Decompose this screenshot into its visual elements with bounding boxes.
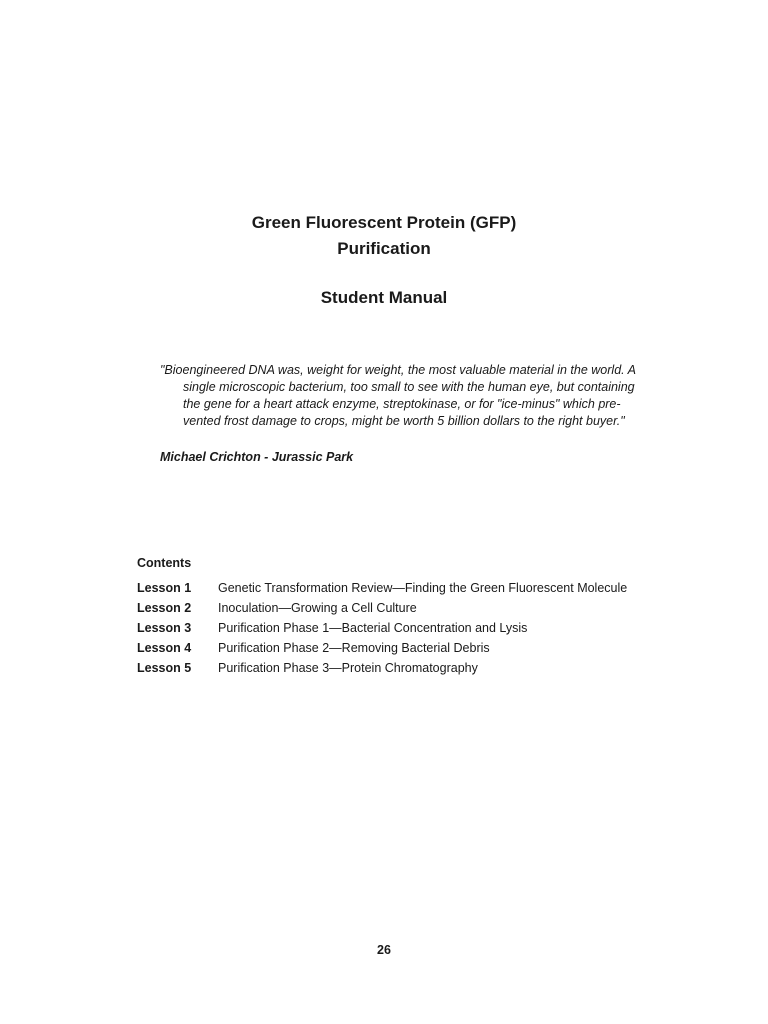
title-line-1: Green Fluorescent Protein (GFP) (251, 213, 517, 232)
page-number: 26 (377, 943, 391, 957)
lesson-title: Purification Phase 1—Bacterial Concentration and Lysis (218, 621, 528, 635)
lesson-number: Lesson 3 (137, 621, 192, 635)
lesson-title: Genetic Transformation Review—Finding the Green Fluorescent Molecule (218, 581, 628, 595)
quote-line: vented frost damage to crops, might be worth 5 billion dollars to the right buyer." (183, 414, 625, 428)
document-subtitle: Student Manual (320, 288, 448, 307)
lesson-number: Lesson 5 (137, 661, 192, 675)
lesson-number: Lesson 1 (137, 581, 192, 595)
quote-line: "Bioengineered DNA was, weight for weight, the most valuable material in the world. A (160, 363, 636, 377)
lesson-row (137, 638, 657, 658)
quote-attribution: Michael Crichton - Jurassic Park (160, 450, 354, 464)
contents-heading: Contents (137, 556, 192, 570)
lesson-row (137, 598, 657, 618)
lesson-title: Inoculation—Growing a Cell Culture (218, 601, 417, 615)
lesson-title: Purification Phase 3—Protein Chromatography (218, 661, 478, 675)
lesson-number: Lesson 4 (137, 641, 192, 655)
lesson-row (137, 578, 657, 598)
lesson-row (137, 618, 657, 638)
document-title (0, 210, 768, 262)
quote-line: the gene for a heart attack enzyme, streptokinase, or for "ice-minus" which pre- (183, 397, 621, 411)
lesson-row (137, 658, 657, 678)
epigraph-quote (160, 362, 636, 430)
quote-line: single microscopic bacterium, too small to see with the human eye, but containing (183, 380, 635, 394)
table-of-contents (137, 555, 657, 678)
title-line-2: Purification (337, 239, 431, 258)
lesson-title: Purification Phase 2—Removing Bacterial Debris (218, 641, 490, 655)
lesson-number: Lesson 2 (137, 601, 192, 615)
